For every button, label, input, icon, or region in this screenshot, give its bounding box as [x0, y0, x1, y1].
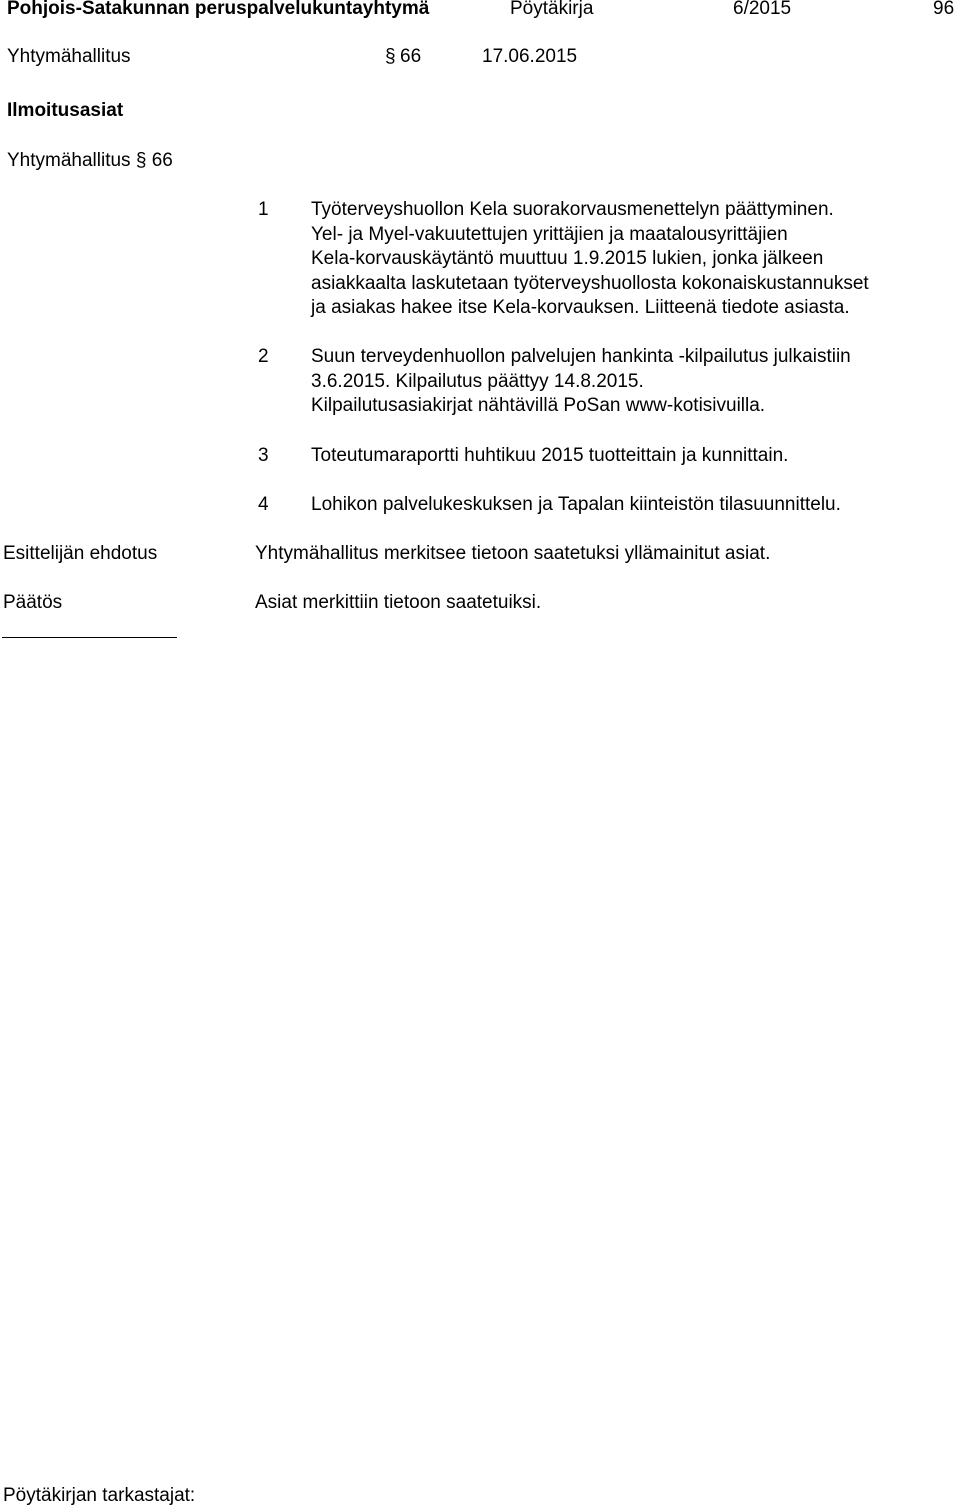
meeting-date: 17.06.2015 [482, 46, 578, 67]
item-3-text [311, 444, 788, 469]
item-1-number: 1 [258, 199, 269, 220]
item-2-line: 3.6.2015. Kilpailutus päättyy 14.8.2015. [311, 370, 644, 392]
issue-number: 6/2015 [733, 0, 792, 19]
reference-section-number: 66 [151, 150, 173, 171]
page-number: 96 [933, 0, 955, 19]
item-2-line: Kilpailutusasiakirjat nähtävillä PoSan www-kotisivuilla. [311, 395, 766, 416]
item-1-line: Kela-korvauskäytäntö muuttuu 1.9.2015 lukien, jonka jälkeen [311, 248, 824, 269]
page-title: Ilmoitusasiat [7, 100, 124, 121]
item-4-line: Lohikon palvelukeskuksen ja Tapalan kiinteistön tilasuunnittelu. [311, 494, 841, 515]
item-1-line: Yel- ja Myel-vakuutettujen yrittäjien ja maatalousyrittäjien [311, 223, 788, 245]
item-4-text [311, 493, 841, 518]
item-2-number: 2 [258, 346, 269, 367]
item-1-line: Työterveyshuollon Kela suorakorvausmenettelyn päättyminen. [311, 199, 834, 220]
item-2-text [311, 345, 851, 419]
decision-text: Asiat merkittiin tietoon saatetuiksi. [255, 592, 542, 613]
item-1-line: asiakkaalta laskutetaan työterveyshuollosta kokonaiskustannukset [311, 272, 869, 294]
item-4-number: 4 [258, 494, 269, 515]
item-1-text [311, 198, 869, 321]
reference-body: Yhtymähallitus [7, 150, 131, 171]
decision-underline [2, 637, 177, 638]
proposal-text: Yhtymähallitus merkitsee tietoon saatetuksi yllämainitut asiat. [255, 543, 771, 564]
organization-name: Pohjois-Satakunnan peruspalvelukuntayhtymä [7, 0, 430, 19]
decision-label: Päätös [3, 592, 63, 613]
inspectors-label: Pöytäkirjan tarkastajat: [3, 1485, 196, 1506]
reference-line [7, 149, 173, 173]
item-3-number: 3 [258, 445, 269, 466]
section-symbol: § [385, 46, 396, 67]
item-3-line: Toteutumaraportti huhtikuu 2015 tuotteittain ja kunnittain. [311, 445, 789, 466]
proposal-label: Esittelijän ehdotus [3, 543, 158, 564]
item-2-line: Suun terveydenhuollon palvelujen hankinta -kilpailutus julkaistiin [311, 346, 851, 367]
item-1-line: ja asiakas hakee itse Kela-korvauksen. Liitteenä tiedote asiasta. [311, 297, 850, 318]
header-section-number: 66 [400, 46, 422, 67]
header-body: Yhtymähallitus [7, 46, 131, 67]
document-type: Pöytäkirja [510, 0, 594, 19]
reference-section-symbol: § [135, 150, 147, 171]
